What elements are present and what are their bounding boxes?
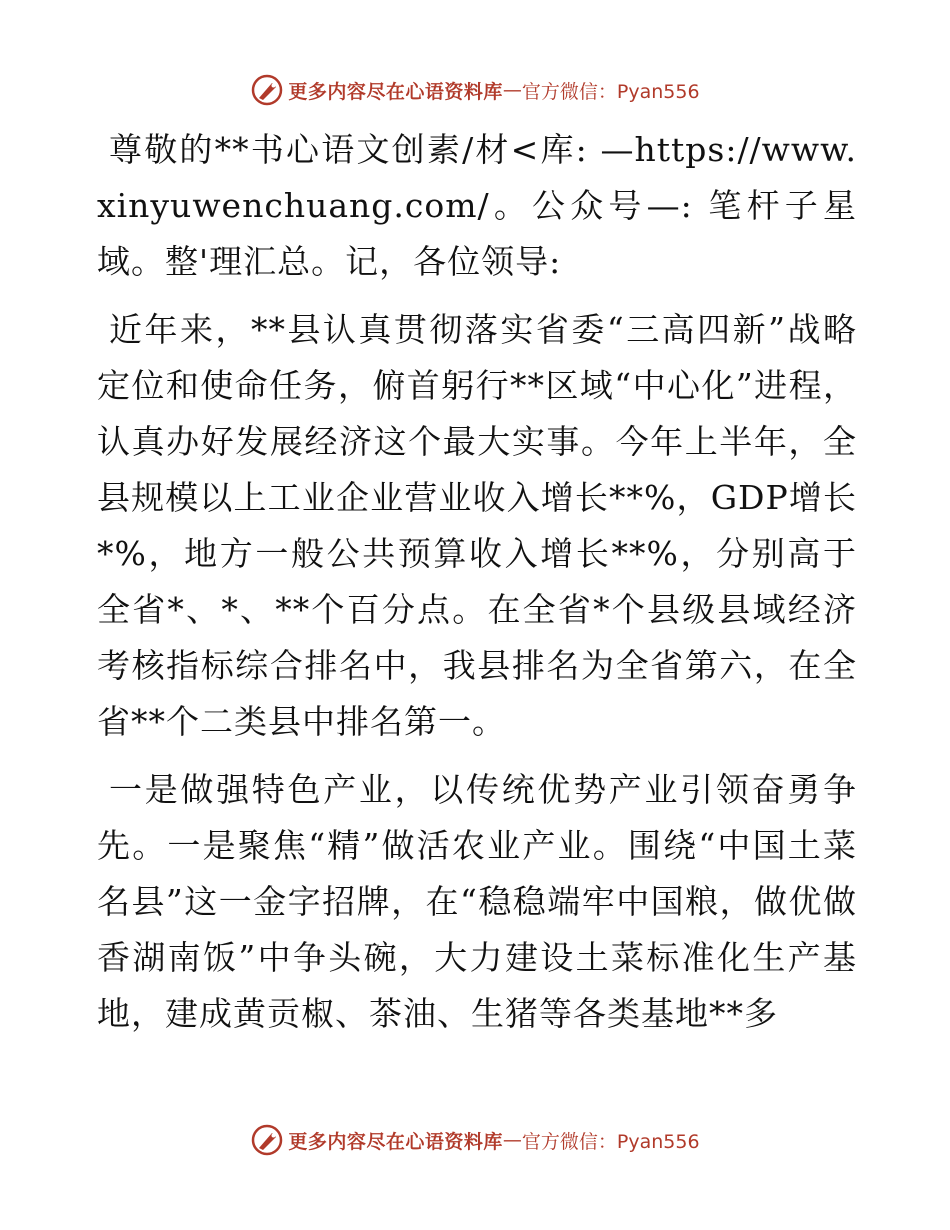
banner-site-text: 更多内容尽在心语资料库 (288, 80, 503, 103)
banner-site-text: 更多内容尽在心语资料库 (288, 1130, 503, 1153)
header-banner (0, 70, 950, 110)
footer-banner (0, 1120, 950, 1160)
banner-wechat-text: 官方微信：Pyan556 (521, 1130, 700, 1153)
pen-nib-logo-icon (250, 73, 284, 107)
paragraph-overview: 近年来，**县认真贯彻落实省委“三高四新”战略定位和使命任务，俯首躬行**区域“中心化”进程，认真办好发展经济这个最大实事。今年上半年，全县规模以上工业企业营业收入增长**%，GDP增长*%，地方一般公共预算收入增长**%，分别高于全省*、*、**个百分点。在全省*个县级县域经济考核指标综合排名中，我县排名为全省第六，在全省**个二类县中排名第一。 (97, 310, 857, 741)
pen-nib-logo-icon (250, 1123, 284, 1157)
paragraph-industry: 一是做强特色产业，以传统优势产业引领奋勇争先。一是聚焦“精”做活农业产业。围绕“中国土菜名县”这一金字招牌，在“稳稳端牢中国粮，做优做香湖南饭”中争头碗，大力建设土菜标准化生产基地，建成黄贡椒、茶油、生猪等各类基地**多 (97, 770, 857, 1033)
paragraph-greeting: 尊敬的**书心语文创素/材<库: —https://www.xinyuwenchuang.com/。公众号—: 笔杆子星域。整'理汇总。记，各位领导: (97, 130, 857, 281)
document-body (97, 122, 857, 1054)
banner-separator: — (502, 1129, 522, 1151)
banner-separator: — (502, 79, 522, 101)
banner-wechat-text: 官方微信：Pyan556 (521, 80, 700, 103)
